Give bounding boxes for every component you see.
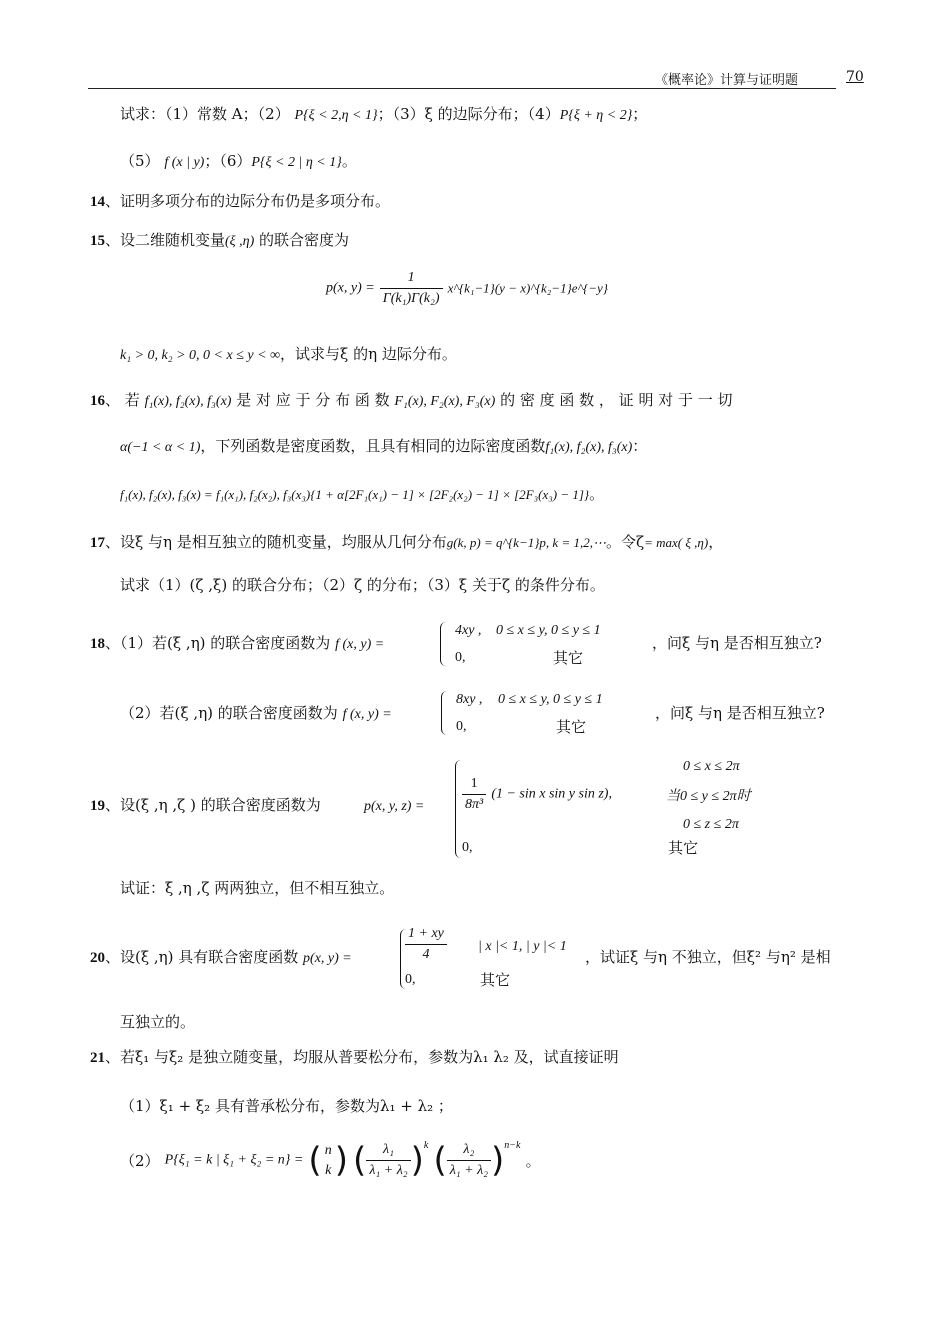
text: ，试求与ξ 的η 边际分布。 xyxy=(280,345,457,363)
formula: P{ξ < 2,η < 1} xyxy=(294,108,378,123)
page-number: 70 xyxy=(846,69,864,85)
fraction xyxy=(405,924,447,965)
text: （5） xyxy=(120,152,160,170)
case-expression: 0, xyxy=(455,650,466,665)
case-range: 当0 ≤ y ≤ 2π时 xyxy=(666,789,751,804)
paren: ) xyxy=(334,1140,348,1181)
case-expression: 4xy , xyxy=(455,623,482,638)
formula: = max( ξ ,η) xyxy=(644,535,709,550)
paren: ( xyxy=(353,1140,367,1181)
numerator: 1 xyxy=(462,774,486,795)
case-range: 0 ≤ x ≤ y, 0 ≤ y ≤ 1 xyxy=(496,623,601,638)
problem-20 xyxy=(90,947,352,969)
denominator: λ₁ + λ₂ xyxy=(449,1163,489,1178)
case-range: 0 ≤ x ≤ 2π xyxy=(683,759,740,774)
formula-lhs: f (x, y) = xyxy=(342,707,392,722)
text: ；（6） xyxy=(204,152,252,170)
case-expression: 8xy , xyxy=(456,692,483,707)
left-brace xyxy=(440,622,449,666)
problem-18-part2 xyxy=(120,703,392,725)
paren: ) xyxy=(491,1140,505,1181)
formula: α(−1 < α < 1) xyxy=(120,440,201,455)
proof-statement: 试证：ξ ,η ,ζ 两两独立，但不相互独立。 xyxy=(120,879,395,897)
p13-line1 xyxy=(120,104,647,126)
case-range: 其它 xyxy=(668,839,699,857)
text: 的 密 度 函 数 ， 证 明 对 于 一 切 xyxy=(500,391,733,409)
exponent: k xyxy=(423,1140,429,1151)
p21-formula xyxy=(120,1140,541,1181)
text: 、设(ξ ,η ,ζ ) 的联合密度函数为 xyxy=(105,796,321,814)
case-expression: 0, xyxy=(462,840,473,855)
problem-number: 18 xyxy=(90,636,105,652)
numerator: 1 + xy xyxy=(405,924,447,945)
page-header xyxy=(88,68,836,89)
case-expression: (1 − sin x sin y sin z), xyxy=(491,786,612,802)
text: ； xyxy=(632,105,648,123)
text: 。 xyxy=(589,485,605,503)
text: 试求（1）(ζ ,ξ) 的联合分布；（2）ζ 的分布；（3）ξ 关于ζ 的条件分布。 xyxy=(120,576,605,594)
problem-number: 20 xyxy=(90,950,105,966)
text: 、 若 xyxy=(105,391,140,409)
formula-lhs: P{ξ₁ = k | ξ₁ + ξ₂ = n} = xyxy=(164,1152,304,1168)
case-expression: 0, xyxy=(456,719,467,734)
text: 的联合密度为 xyxy=(254,231,350,249)
text: ： xyxy=(632,437,648,455)
text: 、设(ξ ,η) 具有联合密度函数 xyxy=(105,948,299,966)
problem-number: 17 xyxy=(90,535,105,551)
text: 、设ξ 与η 是相互独立的随机变量，均服从几何分布 xyxy=(105,533,447,551)
case-range: 其它 xyxy=(556,718,587,736)
text: 试求：（1）常数 A；（2） xyxy=(120,105,290,123)
problem-number: 14 xyxy=(90,194,105,210)
text: 、设二维随机变量 xyxy=(105,231,226,249)
fraction xyxy=(447,1140,491,1181)
problem-14 xyxy=(90,191,390,212)
denominator: 4 xyxy=(422,947,430,962)
text: 。 xyxy=(341,152,357,170)
text: 、（1）若(ξ ,η) 的联合密度函数为 xyxy=(105,634,331,652)
denominator: 8π³ xyxy=(465,797,484,812)
p20-fraction xyxy=(405,924,447,965)
p13-line2 xyxy=(120,151,357,173)
problem-16 xyxy=(90,390,860,412)
p17-line2 xyxy=(120,575,605,595)
question: ，问ξ 与η 是否相互独立? xyxy=(655,704,825,722)
left-brace xyxy=(441,691,450,735)
problem-number: 15 xyxy=(90,233,105,249)
formula-lhs: p(x, y) = xyxy=(303,951,352,966)
denominator: Γ(k₁)Γ(k₂) xyxy=(382,291,440,306)
formula: P{ξ + η < 2} xyxy=(559,108,633,123)
formula: (ξ ,η) xyxy=(225,234,255,249)
problem-19 xyxy=(90,795,321,816)
p19-fraction-row xyxy=(462,774,612,815)
formula-lhs: p(x, y, z) = xyxy=(364,799,425,814)
text: （2）若(ξ ,η) 的联合密度函数为 xyxy=(120,704,338,722)
text: 。令ζ xyxy=(605,533,645,551)
case-range: 0 ≤ x ≤ y, 0 ≤ y ≤ 1 xyxy=(498,692,603,707)
case-range: 其它 xyxy=(553,649,584,667)
p15-condition xyxy=(120,344,457,366)
text: ，下列函数是密度函数，且具有相同的边际密度函数 xyxy=(200,437,546,455)
problem-17 xyxy=(90,532,723,553)
text: 是 对 应 于 分 布 函 数 xyxy=(236,391,390,409)
text: ；（3）ξ 的边际分布；（4） xyxy=(377,105,560,123)
formula-lhs: p(x, y) = xyxy=(326,280,375,296)
paren: ) xyxy=(410,1140,424,1181)
numerator: λ₂ xyxy=(447,1140,491,1161)
binomial xyxy=(322,1141,335,1181)
fraction xyxy=(462,774,486,815)
problem-21 xyxy=(90,1047,619,1068)
numerator: 1 xyxy=(380,268,443,289)
formula: f₁(x), f₂(x), f₃(x) xyxy=(144,394,232,409)
text: 、若ξ₁ 与ξ₂ 是独立随变量，均服从普要松分布，参数为λ₁ λ₂ 及，试直接证明 xyxy=(105,1048,619,1066)
question: ，问ξ 与η 是否相互独立? xyxy=(652,634,822,652)
p16-line2 xyxy=(120,436,647,458)
case-range: | x |< 1, | y |< 1 xyxy=(478,939,567,954)
problem-15 xyxy=(90,230,349,252)
text: （1）ξ₁ + ξ₂ 具有普承松分布，参数为λ₁ + λ₂ ； xyxy=(120,1097,453,1115)
formula-lhs: f (x, y) = xyxy=(335,637,385,652)
fraction xyxy=(366,1140,410,1181)
formula: f (x | y) xyxy=(164,155,205,170)
p16-line3 xyxy=(120,484,604,505)
text: 。 xyxy=(525,1152,541,1170)
problem-number: 16 xyxy=(90,393,105,409)
formula: g(k, p) = q^{k−1}p, k = 1,2,⋯ xyxy=(446,535,606,550)
problem-18-part1 xyxy=(90,633,384,655)
paren: ( xyxy=(308,1140,322,1181)
numerator: λ₁ xyxy=(366,1140,410,1161)
text: （2） xyxy=(120,1152,160,1170)
formula-rhs: x^{k₁−1}(y − x)^{k₂−1}e^{−y} xyxy=(447,280,608,296)
formula: f₁(x), f₂(x), f₃(x) xyxy=(545,440,633,455)
binomial-top: n xyxy=(324,1142,332,1158)
formula: f₁(x), f₂(x), f₃(x) = f₁(x₁), f₂(x₂), f₃(x₃){1 + α[2F₁(x₁) − 1] × [2F₂(x₂) − 1] × [2F₃(x₃) − 1]} xyxy=(120,487,590,502)
problem-number: 21 xyxy=(90,1050,105,1066)
binomial-bottom: k xyxy=(325,1162,332,1178)
case-range: 其它 xyxy=(480,971,511,989)
problem-number: 19 xyxy=(90,798,105,814)
case-expression: 0, xyxy=(405,972,416,987)
text: 、证明多项分布的边际分布仍是多项分布。 xyxy=(105,192,391,210)
p15-density-formula xyxy=(326,268,608,309)
case-range: 0 ≤ z ≤ 2π xyxy=(683,817,739,832)
formula: F₁(x), F₂(x), F₃(x) xyxy=(394,394,496,409)
paren: ( xyxy=(433,1140,447,1181)
fraction xyxy=(380,268,443,309)
exponent: n−k xyxy=(504,1140,521,1151)
text: 互独立的。 xyxy=(120,1013,196,1031)
formula: k₁ > 0, k₂ > 0, 0 < x ≤ y < ∞ xyxy=(120,348,281,363)
text: ， xyxy=(708,533,724,551)
formula: P{ξ < 2 | η < 1} xyxy=(251,155,342,170)
denominator: λ₁ + λ₂ xyxy=(369,1163,408,1178)
header-title: 《概率论》计算与证明题 xyxy=(654,73,798,88)
text: ，试证ξ 与η 不独立，但ξ² 与η² 是相 xyxy=(585,948,831,966)
